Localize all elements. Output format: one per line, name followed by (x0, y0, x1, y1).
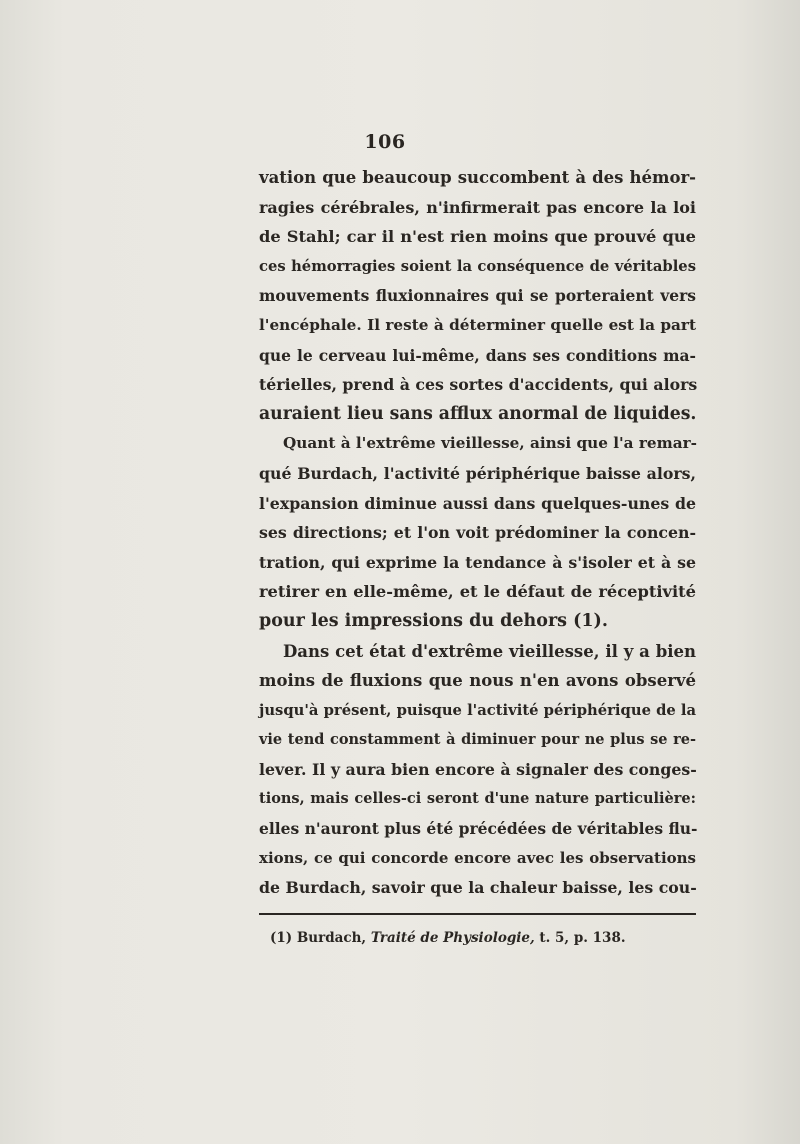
text-line: Quant à l'extrême vieillesse, ainsi que l'a remar- (283, 434, 697, 453)
text-line: de Stahl; car il n'est rien moins que prouvé que (259, 227, 696, 247)
text-line: ces hémorragies soient la conséquence de véritables (259, 257, 696, 275)
text-line: vation que beaucoup succombent à des hémor- (259, 168, 696, 187)
footnote-title: Traité de Physiologie, (370, 930, 535, 946)
text-line: que le cerveau lui-même, dans ses conditions ma- (259, 345, 696, 365)
text-line: vie tend constamment à diminuer pour ne plus se re- (259, 731, 696, 749)
text-line: retirer en elle-même, et le défaut de réceptivité (259, 582, 696, 602)
text-line: mouvements fluxionnaires qui se porteraient vers (259, 286, 696, 306)
text-line: ragies cérébrales, n'infirmerait pas encore la loi (259, 197, 696, 217)
page-number: 106 (364, 131, 406, 153)
footnote-marker: (1) (270, 930, 293, 946)
body-text (259, 163, 696, 903)
text-line: lever. Il y aura bien encore à signaler des conges- (259, 759, 697, 779)
footnote-rule (259, 913, 696, 915)
footnote-ref: t. 5, p. 138. (539, 930, 626, 946)
text-line: l'encéphale. Il reste à déterminer quelle est la part (259, 315, 696, 334)
text-line: tration, qui exprime la tendance à s'isoler et à se (259, 552, 696, 572)
text-line: jusqu'à présent, puisque l'activité périphérique de la (259, 701, 697, 719)
text-line: xions, ce qui concorde encore avec les observations (259, 848, 696, 867)
text-line: l'expansion diminue aussi dans quelques-unes de (259, 493, 696, 513)
text-line: ses directions; et l'on voit prédominer la concen- (259, 523, 696, 543)
footnote (270, 930, 626, 946)
text-line: de Burdach, savoir que la chaleur baisse, les cou- (259, 878, 697, 898)
text-line: qué Burdach, l'activité périphérique baisse alors, (259, 463, 696, 483)
text-line: térielles, prend à ces sortes d'accidents, qui alors (259, 375, 698, 395)
text-line: elles n'auront plus été précédées de véritables flu- (259, 819, 698, 839)
text-line: Dans cet état d'extrême vieillesse, il y a bien (283, 641, 696, 661)
text-line: tions, mais celles-ci seront d'une nature particulière: (259, 790, 696, 808)
text-line: moins de fluxions que nous n'en avons observé (259, 671, 696, 691)
text-line: pour les impressions du dehors (1). (259, 610, 608, 631)
text-line: auraient lieu sans afflux anormal de liquides. (259, 403, 697, 424)
footnote-author: Burdach, (296, 930, 367, 946)
